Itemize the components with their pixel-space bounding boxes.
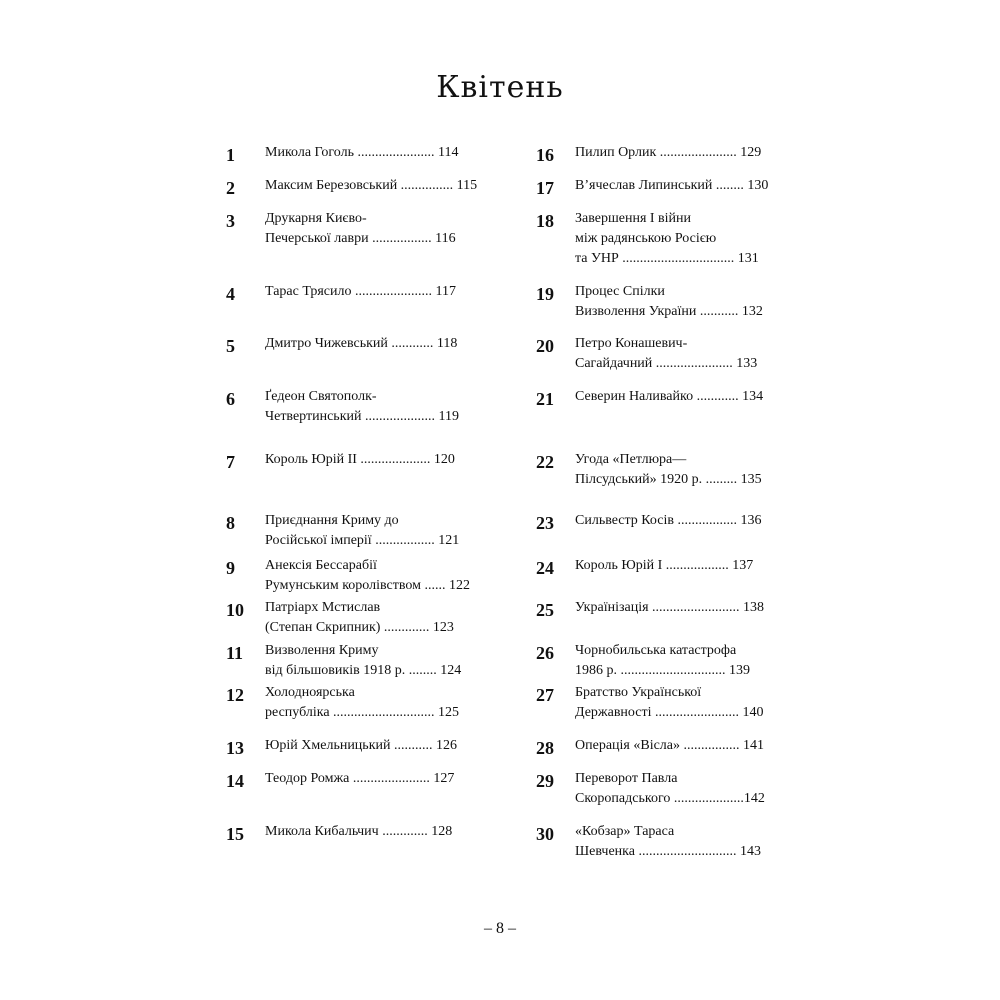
entry-line: республіка ............................. 125 [265, 705, 460, 720]
entry-line: 1986 р. .............................. 139 [575, 663, 750, 678]
entry-number: 18 [536, 211, 554, 231]
entry-text [575, 598, 805, 618]
entry-number: 23 [536, 513, 554, 533]
entry-line: Румунським королівством ...... 122 [265, 578, 470, 593]
entry-line: від більшовиків 1918 р. ........ 124 [265, 663, 462, 678]
entry-number: 9 [226, 558, 235, 578]
entry-text [575, 143, 805, 163]
entry-line: Патріарх Мстислав [265, 600, 381, 615]
entry-number: 3 [226, 211, 235, 231]
entry-number: 13 [226, 738, 244, 758]
entry-text [265, 822, 495, 842]
entry-text [265, 769, 495, 789]
entry-text [265, 334, 495, 354]
entry-line: Українізація ......................... 138 [575, 600, 765, 615]
entry-number: 2 [226, 178, 235, 198]
entry-line: Російської імперії ................. 121 [265, 533, 460, 548]
entry-line: Братство Української [575, 685, 702, 700]
entry-text [575, 822, 805, 862]
entry-line: Угода «Петлюра— [575, 452, 687, 467]
entry-line: Петро Конашевич- [575, 336, 688, 351]
entry-line: Северин Наливайко ............ 134 [575, 389, 764, 404]
entry-number: 16 [536, 145, 554, 165]
entry-line: Друкарня Києво- [265, 211, 367, 226]
entry-text [265, 556, 495, 596]
page-number: – 8 – [484, 920, 516, 937]
entry-number: 19 [536, 284, 554, 304]
entry-number: 6 [226, 389, 235, 409]
entry-number: 29 [536, 771, 554, 791]
entry-number: 30 [536, 824, 554, 844]
entry-text [575, 736, 805, 756]
entry-text [575, 387, 805, 407]
entry-line: Холодноярська [265, 685, 355, 700]
entry-line: та УНР ................................ 131 [575, 251, 759, 266]
entry-line: Державності ........................ 140 [575, 705, 764, 720]
entry-line: Приєднання Криму до [265, 513, 399, 528]
entry-number: 22 [536, 452, 554, 472]
entry-line: Печерської лаври ................. 116 [265, 231, 456, 246]
entry-text [265, 450, 495, 470]
entry-line: Король Юрій II .................... 120 [265, 452, 455, 467]
entry-number: 24 [536, 558, 554, 578]
entry-number: 17 [536, 178, 554, 198]
entry-number: 15 [226, 824, 244, 844]
entry-text [265, 143, 495, 163]
entry-text [575, 334, 805, 374]
entry-text [265, 736, 495, 756]
entry-line: Скоропадського ....................142 [575, 791, 765, 806]
entry-line: Сильвестр Косів ................. 136 [575, 513, 762, 528]
entry-line: Микола Кибальчич ............. 128 [265, 824, 453, 839]
entry-text [575, 683, 805, 723]
entry-line: Визволення Криму [265, 643, 379, 658]
entry-line: Король Юрій I .................. 137 [575, 558, 754, 573]
entry-text [575, 511, 805, 531]
entry-text [575, 282, 805, 322]
entry-line: Пілсудський» 1920 р. ......... 135 [575, 472, 762, 487]
entry-text [265, 209, 495, 249]
entry-line: Переворот Павла [575, 771, 678, 786]
entry-number: 25 [536, 600, 554, 620]
entry-number: 21 [536, 389, 554, 409]
entry-line: В’ячеслав Липинський ........ 130 [575, 178, 769, 193]
entry-line: Процес Спілки [575, 284, 665, 299]
entry-number: 11 [226, 643, 244, 663]
entry-line: Дмитро Чижевський ............ 118 [265, 336, 458, 351]
entry-number: 7 [226, 452, 235, 472]
entry-number: 12 [226, 685, 244, 705]
entry-number: 5 [226, 336, 235, 356]
entry-text [575, 641, 805, 681]
entry-number: 8 [226, 513, 235, 533]
entry-line: «Кобзар» Тараса [575, 824, 675, 839]
entry-line: Анексія Бессарабії [265, 558, 377, 573]
entry-line: (Степан Скрипник) ............. 123 [265, 620, 454, 635]
entry-text [265, 282, 495, 302]
entry-text [265, 598, 495, 638]
entry-text [265, 683, 495, 723]
entry-line: Юрій Хмельницький ........... 126 [265, 738, 457, 753]
entry-line: Операція «Вісла» ................ 141 [575, 738, 764, 753]
entry-text [575, 176, 805, 196]
entry-line: Завершення І війни [575, 211, 692, 226]
entry-text [575, 450, 805, 490]
entry-number: 20 [536, 336, 554, 356]
entry-text [575, 209, 805, 269]
entry-number: 27 [536, 685, 554, 705]
entry-line: Чорнобильська катастрофа [575, 643, 737, 658]
entry-text [575, 769, 805, 809]
entry-line: Визволення України ........... 132 [575, 304, 763, 319]
page-title: Квітень [436, 70, 564, 105]
entry-text [265, 641, 495, 681]
entry-text [575, 556, 805, 576]
entry-number: 26 [536, 643, 554, 663]
entry-line: Шевченка ............................ 143 [575, 844, 761, 859]
entry-text [265, 387, 495, 427]
entry-line: Пилип Орлик ...................... 129 [575, 145, 762, 160]
entry-number: 14 [226, 771, 244, 791]
entry-number: 28 [536, 738, 554, 758]
entry-line: Сагайдачний ...................... 133 [575, 356, 758, 371]
entry-line: Ґедеон Святополк- [265, 389, 377, 404]
entry-number: 10 [226, 600, 244, 620]
entry-text [265, 511, 495, 551]
entry-number: 4 [226, 284, 235, 304]
entry-text [265, 176, 495, 196]
entry-line: Теодор Ромжа ...................... 127 [265, 771, 455, 786]
entry-line: Максим Березовський ............... 115 [265, 178, 478, 193]
entry-number: 1 [226, 145, 235, 165]
entry-line: Тарас Трясило ...................... 117 [265, 284, 456, 299]
entry-line: між радянською Росією [575, 231, 717, 246]
entry-line: Четвертинський .................... 119 [265, 409, 459, 424]
entry-line: Микола Гоголь ...................... 114 [265, 145, 459, 160]
